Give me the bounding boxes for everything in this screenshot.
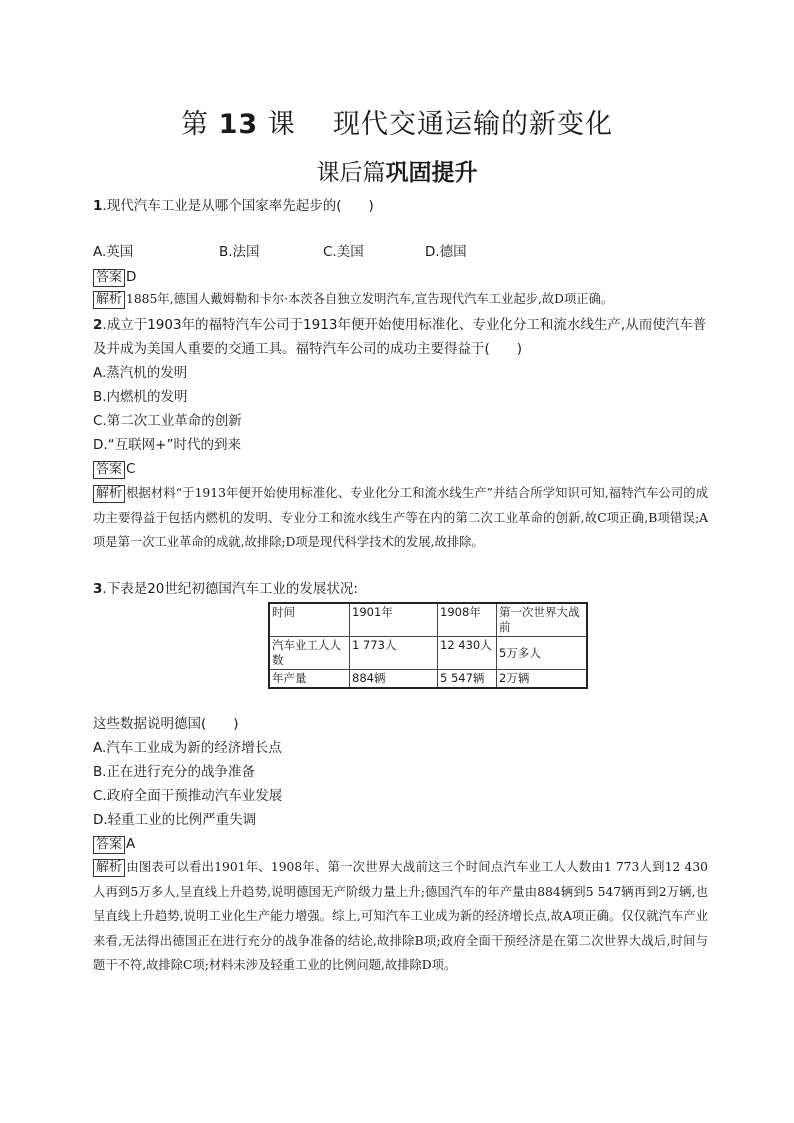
table-cell: 12 430人 [438,637,497,670]
q3-option-c: C.政府全面干预推动汽车业发展 [93,788,283,804]
q2-option-a: A.蒸汽机的发明 [93,365,188,381]
section-title [0,154,794,187]
q3-option-b: B.正在进行充分的战争准备 [93,764,256,780]
q1-answer [93,266,136,288]
q3-analysis [93,855,708,978]
table-row [269,670,587,689]
question-2-text: .成立于1903年的福特汽车公司于1913年便开始使用标准化、专业化分工和流水线生产,从而使汽车普及并成为美国人重要的交通工具。福特汽车公司的成功主要得益于( ) [93,317,707,357]
q2-answer [93,458,135,480]
table-header-cell: 时间 [269,603,350,637]
q2-option-d: D.“互联网+”时代的到来 [93,437,241,453]
table-cell: 年产量 [269,670,350,689]
analysis-tag: 解析 [93,291,125,309]
data-table [268,602,588,689]
question-3-question: 这些数据说明德国( ) [93,716,239,732]
table-header-cell: 第一次世界大战前 [497,603,588,637]
q1-option-c: C.美国 [323,244,364,260]
question-1-number: 1 [93,198,103,214]
q2-answer-value: C [126,461,136,477]
q1-answer-value: D [126,269,137,285]
analysis-tag: 解析 [93,485,125,503]
q2-analysis-text: 根据材料“于1913年便开始使用标准化、专业化分工和流水线生产”并结合所学知识可知,福特汽车公司的成功主要得益于包括内燃机的发明、专业分工和流水线生产等在内的第二次工业革命的创新,故C项正确,B项错误;A项是第一次工业革命的成就,故排除;D项是现代科学技术的发展,故排除。 [93,486,708,549]
answer-tag: 答案 [93,269,125,287]
table-cell: 5 547辆 [438,670,497,689]
q1-option-d: D.德国 [425,244,467,260]
question-2-stem [93,314,708,361]
table-cell: 汽车业工人人数 [269,637,350,670]
answer-tag: 答案 [93,461,125,479]
section-bold: 巩固提升 [385,160,478,186]
question-3-number: 3 [93,581,103,597]
q3-answer [93,833,135,855]
question-2-number: 2 [93,317,103,333]
q2-analysis [93,481,708,555]
q2-option-b: B.内燃机的发明 [93,389,188,405]
q3-answer-value: A [126,836,136,852]
q2-option-c: C.第二次工业革命的创新 [93,413,242,429]
table-header-cell: 1908年 [438,603,497,637]
lesson-suffix: 课 [267,109,296,140]
table-cell: 2万辆 [497,670,588,689]
q1-analysis-text: 1885年,德国人戴姆勒和卡尔·本茨各自独立发明汽车,宣告现代汽车工业起步,故D项正确。 [126,292,614,306]
table-cell: 5万多人 [497,637,588,670]
table-cell: 884辆 [350,670,438,689]
lesson-title-text: 现代交通运输的新变化 [332,109,613,140]
q1-option-b: B.法国 [219,244,260,260]
question-1-stem [93,195,708,219]
lesson-prefix: 第 [181,109,210,140]
q1-analysis [93,287,708,312]
question-1-text: .现代汽车工业是从哪个国家率先起步的( ) [102,198,374,214]
question-3-text: .下表是20世纪初德国汽车工业的发展状况: [102,581,358,597]
table-header-cell: 1901年 [350,603,438,637]
q3-analysis-text: 由图表可以看出1901年、1908年、第一次世界大战前这三个时间点汽车业工人人数由1 773人到12 430人再到5万多人,呈直线上升趋势,说明德国无产阶级力量上升;德国汽车的年产量由884辆到5 547辆再到2万辆,也呈直线上升趋势,说明工业化生产能力增强。综上,可知汽车工业成为新的经济增长点,故A项正确。仅仅就汽车产业来看,无法得出德国正在进行充分的战争准备的结论,故排除B项;政府全面干预经济是在第二次世界大战后,时间与题干不符,故排除C项;材料未涉及轻重工业的比例问题,故排除D项。 [93,860,708,972]
table-header-row [269,603,587,637]
question-3-stem [93,578,708,602]
q3-option-a: A.汽车工业成为新的经济增长点 [93,740,282,756]
lesson-number: 13 [218,109,259,140]
analysis-tag: 解析 [93,859,125,877]
q3-option-d: D.轻重工业的比例严重失调 [93,812,257,828]
lesson-title [0,102,794,141]
q1-option-a: A.英国 [93,244,134,260]
table-row [269,637,587,670]
section-prefix: 课后篇 [316,160,386,186]
answer-tag: 答案 [93,836,125,854]
table-cell: 1 773人 [350,637,438,670]
